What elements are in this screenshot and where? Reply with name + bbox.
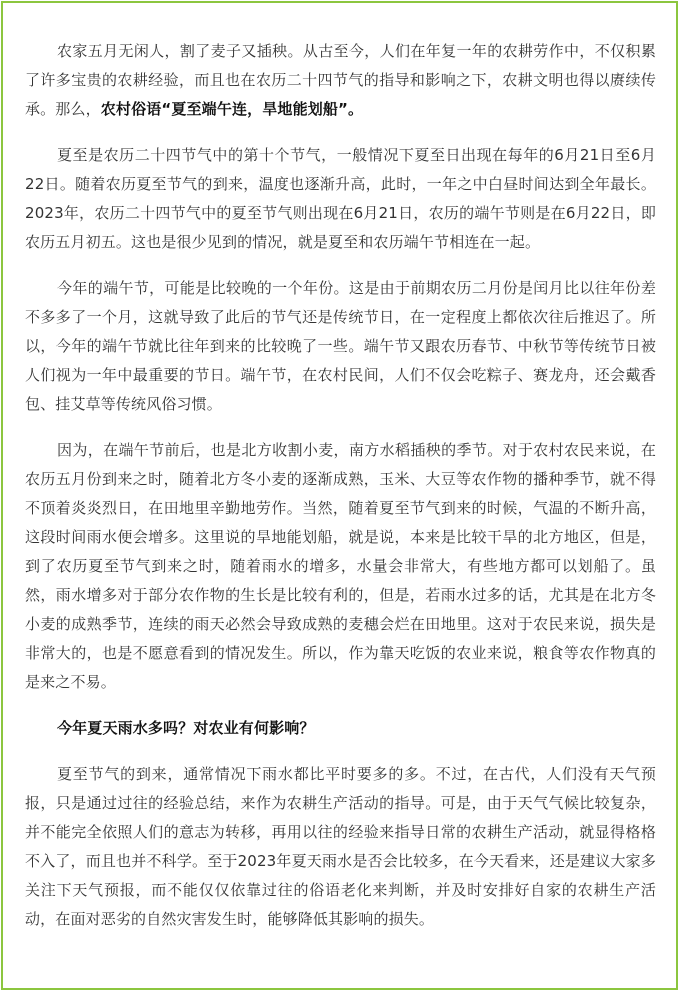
paragraph-intro — [25, 37, 656, 124]
paragraph-closing: 夏至节气的到来，通常情况下雨水都比平时要多的多。不过，在古代，人们没有天气预报，只是通过过往的经验总结，来作为农耕生产活动的指导。可是，由于天气气候比较复杂，并不能完全依照人们的意志为转移，再用以往的经验来指导日常的农耕生产活动，就显得格格不入了，而且也并不科学。至于2023年夏天雨水是否会比较多，在今天看来，还是建议大家多关注下天气预报，而不能仅仅依靠过往的俗语老化来判断，并及时安排好自家的农耕生产活动，在面对恶劣的自然灾害发生时，能够降低其影响的损失。 — [25, 765, 656, 928]
paragraph-summer-solstice: 夏至是农历二十四节气中的第十个节气，一般情况下夏至日出现在每年的6月21日至6月22日。随着农历夏至节气的到来，温度也逐渐升高，此时，一年之中白昼时间达到全年最长。2023年，农历二十四节气中的夏至节气则出现在6月21日，农历的端午节则是在6月22日，即农历五月初五。这也是很少见到的情况，就是夏至和农历端午节相连在一起。 — [25, 146, 656, 251]
section-heading: 今年夏天雨水多吗？对农业有何影响？ — [57, 719, 315, 737]
paragraph-intro-text: 农家五月无闲人，割了麦子又插秧。从古至今，人们在年复一年的农耕劳作中，不仅积累了许多宝贵的农耕经验，而且也在农历二十四节气的指导和影响之下，农耕文明也得以赓续传承。那么， — [25, 42, 656, 118]
paragraph-harvest-season: 因为，在端午节前后，也是北方收割小麦，南方水稻插秧的季节。对于农村农民来说，在农历五月份到来之时，随着北方冬小麦的逐渐成熟，玉米、大豆等农作物的播种季节，就不得不顶着炎炎烈日，在田地里辛勤地劳作。当然，随着夏至节气到来的时候，气温的不断升高，这段时间雨水便会增多。这里说的旱地能划船，就是说，本来是比较干旱的北方地区，但是，到了农历夏至节气到来之时，随着雨水的增多，水量会非常大，有些地方都可以划船了。虽然，雨水增多对于部分农作物的生长是比较有利的，但是，若雨水过多的话，尤其是在北方冬小麦的成熟季节，连续的雨天必然会导致成熟的麦穗会烂在田地里。这对于农民来说，损失是非常大的，也是不愿意看到的情况发生。所以，作为靠天吃饭的农业来说，粮食等农作物真的是来之不易。 — [25, 441, 656, 691]
article-frame — [1, 1, 678, 990]
paragraph-intro-bold-phrase: 农村俗语“夏至端午连，旱地能划船”。 — [100, 100, 364, 118]
paragraph-dragon-boat-festival: 今年的端午节，可能是比较晚的一个年份。这是由于前期农历二月份是闰月比以往年份差不多多了一个月，这就导致了此后的节气还是传统节日，在一定程度上都依次往后推迟了。所以，今年的端午节就比往年到来的比较晚了一些。端午节又跟农历春节、中秋节等传统节日被人们视为一年中最重要的节日。端午节，在农村民间，人们不仅会吃粽子、赛龙舟，还会戴香包、挂艾草等传统风俗习惯。 — [25, 279, 656, 413]
article-body — [3, 3, 676, 934]
